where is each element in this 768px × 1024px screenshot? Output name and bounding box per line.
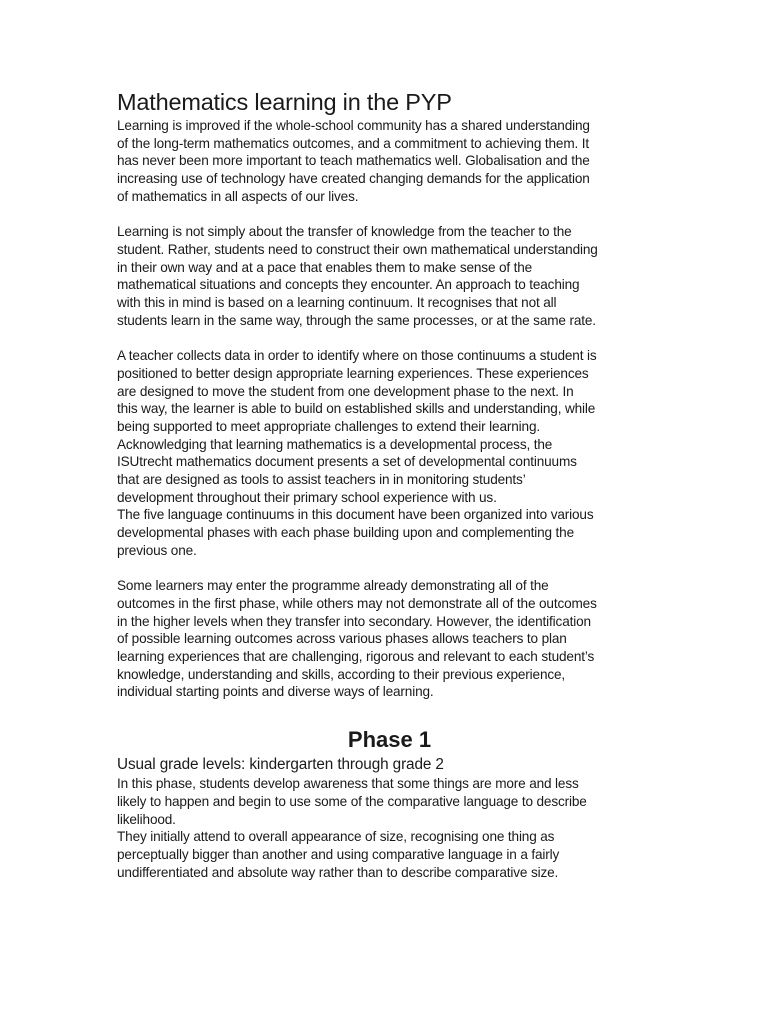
phase-body-paragraph: In this phase, students develop awareness that some things are more and less likely to happen and begin to use some of the comparative language to describe likelihood. They initially attend to overall appearance of size, recognising one thing as perceptually bigger than another and using comparative language in a fairly undifferentiated and absolute way rather than to describe comparative size. xyxy=(117,776,587,880)
learning-paragraph: Learning is not simply about the transfer of knowledge from the teacher to the student. Rather, students need to construct their own mathematical understanding in their own way and at a pace that enables them to make sense of the mathematical situations and concepts they encounter. An approach to teaching with this in mind is based on a learning continuum. It recognises that not all students learn in the same way, through the same processes, or at the same rate. xyxy=(117,224,598,328)
teacher-paragraph: A teacher collects data in order to identify where on those continuums a student is positioned to better design appropriate learning experiences. These experiences are designed to move the student from one development phase to the next. In this way, the learner is able to build on established skills and understanding, while being supported to meet appropriate challenges to extend their learning. Acknowledging that learning mathematics is a developmental process, the ISUtrecht mathematics document presents a set of developmental continuums that are designed as tools to assist teachers in in monitoring students’ development throughout their primary school experience with us. The five language continuums in this document have been organized into various developmental phases with each phase building upon and complementing the previous one. xyxy=(117,348,597,558)
phase-grade-levels: Usual grade levels: kindergarten through grade 2 xyxy=(117,756,444,774)
paragraph-spacer xyxy=(117,206,662,224)
phase-title: Phase 1 xyxy=(347,727,432,753)
learners-paragraph: Some learners may enter the programme already demonstrating all of the outcomes in the first phase, while others may not demonstrate all of the outcomes in the higher levels when they transfer into secondary. However, the identification of possible learning outcomes across various phases allows teachers to plan learning experiences that are challenging, rigorous and relevant to each student’s knowledge, understanding and skills, according to their previous experience, individual starting points and diverse ways of learning. xyxy=(117,578,597,700)
paragraph-spacer xyxy=(117,560,662,578)
document-title: Mathematics learning in the PYP xyxy=(117,89,452,115)
intro-paragraph: Learning is improved if the whole-school community has a shared understanding of the long-term mathematics outcomes, and a commitment to achieving them. It has never been more important to teach mathematics well. Globalisation and the increasing use of technology have created changing demands for the application of mathematics in all aspects of our lives. xyxy=(117,118,590,204)
paragraph-spacer xyxy=(117,329,662,347)
document-page xyxy=(117,88,662,881)
